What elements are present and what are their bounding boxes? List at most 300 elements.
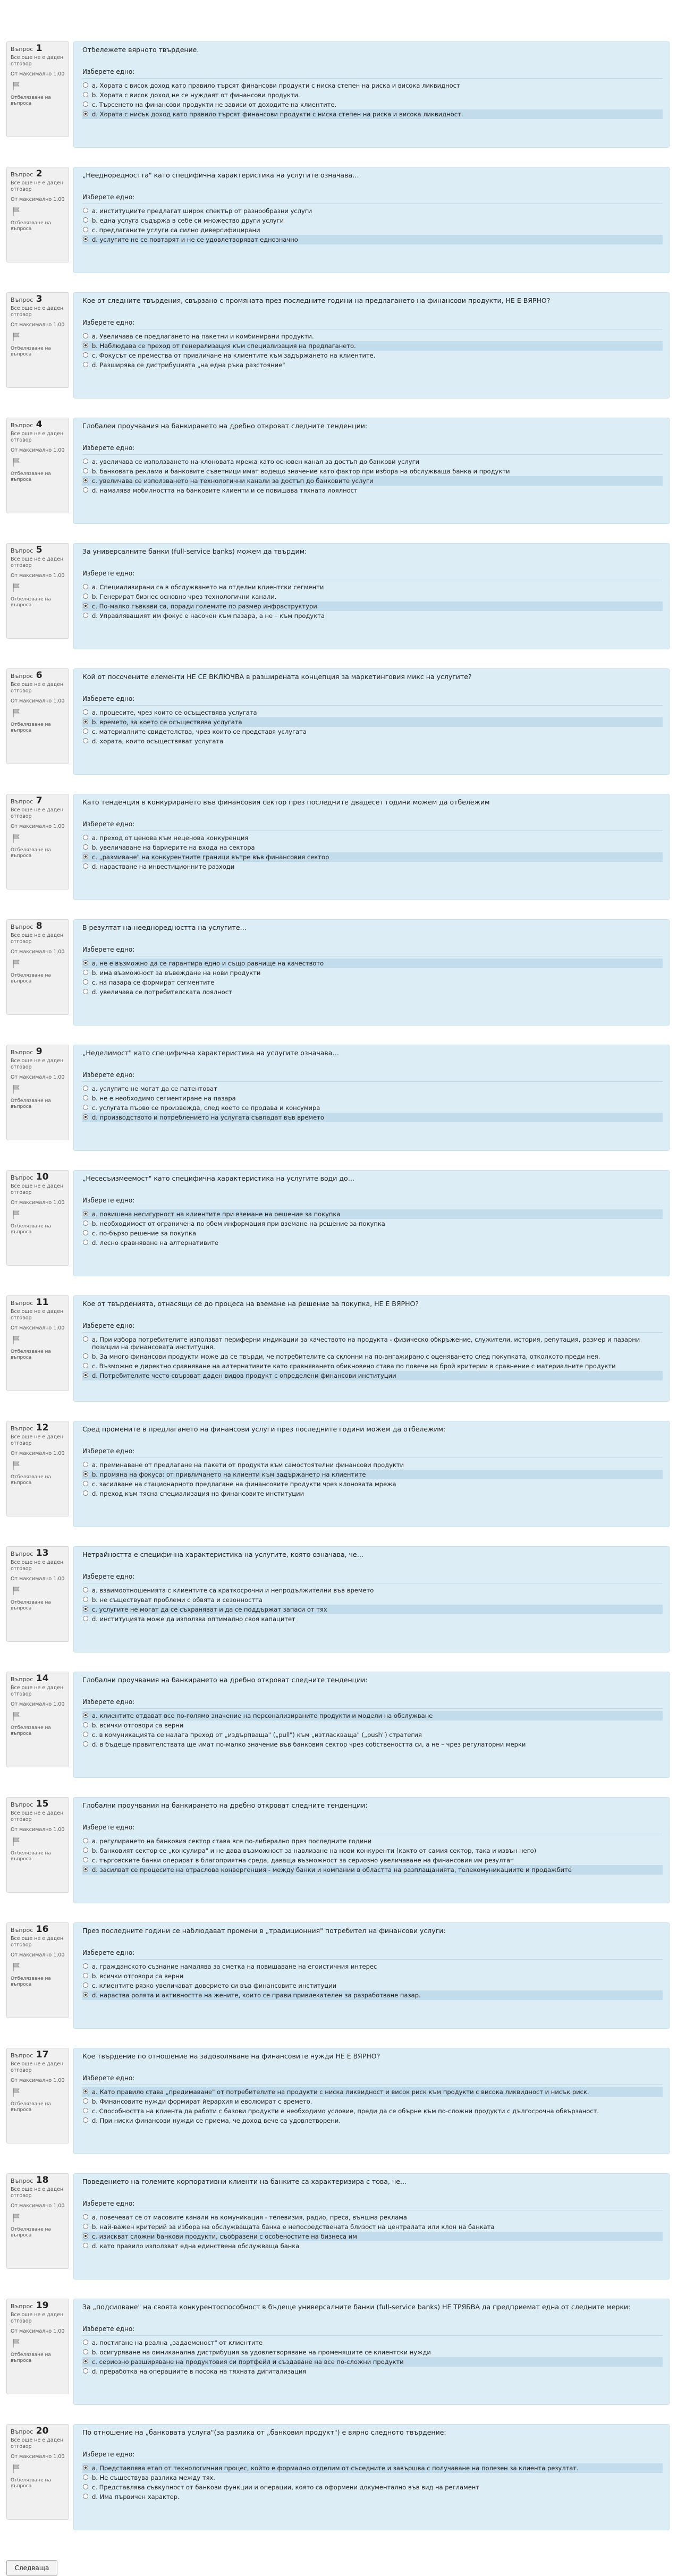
- question-content: [73, 2173, 670, 2280]
- radio-button[interactable]: [83, 82, 88, 88]
- answer-option-label[interactable]: d. преработка на операциите в посока на тяхната дигитализация: [92, 2368, 307, 2375]
- radio-button[interactable]: [83, 2349, 88, 2354]
- radio-button[interactable]: [83, 728, 88, 734]
- radio-button[interactable]: [83, 1105, 88, 1110]
- radio-button[interactable]: [83, 362, 88, 367]
- answer-option[interactable]: [82, 1470, 663, 1479]
- answer-option-label[interactable]: b. времето, за което се осъществява услугата: [92, 718, 242, 726]
- radio-button[interactable]: [83, 709, 88, 715]
- answer-option[interactable]: [82, 2222, 663, 2232]
- answer-option-label[interactable]: b. Не съществува разлика между тях.: [92, 2474, 215, 2481]
- answer-option[interactable]: [82, 225, 663, 235]
- answer-options: [82, 2461, 663, 2502]
- answer-option-label[interactable]: c. предлаганите услуги са силно диверсифицирани: [92, 226, 260, 234]
- answer-option-label[interactable]: b. банковата реклама и банковите съветници имат водещо значение като фактор при избора на обслужваща банка и продукти: [92, 468, 510, 475]
- radio-button[interactable]: [83, 1963, 88, 1969]
- answer-option-label[interactable]: b. увеличаване на бариерите на входа на сектора: [92, 844, 255, 851]
- radio-button[interactable]: [83, 1230, 88, 1235]
- question-info: [6, 2424, 69, 2520]
- answer-option-label[interactable]: c. Търсенето на финансови продукти не зависи от доходите на клиентите.: [92, 101, 337, 108]
- answer-prompt: Изберете едно:: [82, 2325, 135, 2333]
- radio-button[interactable]: [83, 2368, 88, 2374]
- radio-button[interactable]: [83, 1982, 88, 1988]
- answer-option[interactable]: [82, 1113, 663, 1122]
- flag-question-link[interactable]: Отбелязване на въпроса: [11, 2102, 51, 2113]
- answer-option-label[interactable]: b. необходимост от ограничена по обем информация при вземане на решение за покупка: [92, 1220, 385, 1227]
- answer-option[interactable]: [82, 457, 663, 467]
- flag-icon[interactable]: [12, 332, 65, 344]
- flag-question-link[interactable]: Отбелязване на въпроса: [11, 95, 51, 106]
- radio-button[interactable]: [83, 459, 88, 464]
- flag-icon[interactable]: [12, 1084, 65, 1096]
- answer-option-label[interactable]: d. като правило използват една единствена обслужваща банка: [92, 2242, 300, 2250]
- answer-option[interactable]: [82, 611, 663, 621]
- radio-button[interactable]: [83, 1363, 88, 1368]
- radio-button[interactable]: [83, 1471, 88, 1477]
- answer-option[interactable]: [82, 833, 663, 843]
- answer-option[interactable]: [82, 2087, 663, 2097]
- answer-option-label[interactable]: d. хората, които осъществяват услугата: [92, 738, 224, 745]
- radio-button[interactable]: [83, 719, 88, 724]
- answer-option-label[interactable]: a. взаимоотношенията с клиентите са краткосрочни и непродължителни във времето: [92, 1587, 374, 1594]
- answer-option[interactable]: [82, 2367, 663, 2376]
- question-block-2: [6, 167, 671, 278]
- answer-option-label[interactable]: d. лесно сравняване на алтернативите: [92, 1239, 218, 1247]
- radio-button[interactable]: [83, 1490, 88, 1496]
- answer-option-label[interactable]: a. Специализирани са в обслужването на отделни клиентски сегменти: [92, 583, 324, 591]
- flag-icon[interactable]: [12, 1711, 65, 1723]
- answer-option[interactable]: [82, 1971, 663, 1981]
- answer-option[interactable]: [82, 852, 663, 862]
- radio-button[interactable]: [83, 92, 88, 97]
- answer-option-label[interactable]: c. материалните свидетелства, чрез които се представя услугата: [92, 728, 307, 735]
- radio-button[interactable]: [83, 1086, 88, 1091]
- flag-question-link[interactable]: Отбелязване на въпроса: [11, 1851, 51, 1862]
- answer-option[interactable]: [82, 1962, 663, 1971]
- answer-option[interactable]: [82, 2473, 663, 2482]
- flag-icon[interactable]: [12, 1586, 65, 1598]
- answer-option-label[interactable]: a. не е възможно да се гарантира едно и също равнище на качеството: [92, 960, 324, 967]
- flag-question-link[interactable]: Отбелязване на въпроса: [11, 221, 51, 232]
- answer-option[interactable]: [82, 978, 663, 987]
- answer-option[interactable]: [82, 2232, 663, 2241]
- answer-option[interactable]: [82, 1094, 663, 1103]
- answer-option-label[interactable]: c. засилване на стационарното предлагане на финансовите продукти чрез клоновата мрежа: [92, 1480, 396, 1488]
- radio-button[interactable]: [83, 594, 88, 599]
- answer-option-label[interactable]: a. регулирането на банковия сектор става все по-либерално през последните години: [92, 1837, 372, 1845]
- answer-option[interactable]: [82, 2116, 663, 2125]
- radio-button[interactable]: [83, 1095, 88, 1100]
- answer-option-label[interactable]: c. Фокусът се премества от привличане на клиентите към задържането на клиентите.: [92, 352, 376, 359]
- answer-option[interactable]: [82, 1836, 663, 1846]
- answer-option[interactable]: [82, 1219, 663, 1228]
- answer-option[interactable]: [82, 959, 663, 968]
- answer-option-label[interactable]: d. преход към тясна специализация на финансовите институции: [92, 1490, 304, 1497]
- answer-option-label[interactable]: d. институцията може да използва оптимално своя капацитет: [92, 1615, 295, 1623]
- answer-option-label[interactable]: c. услугата първо се произвежда, след което се продава и консумира: [92, 1104, 320, 1112]
- answer-option[interactable]: [82, 2463, 663, 2473]
- answer-option[interactable]: [82, 1238, 663, 1248]
- answer-option[interactable]: [82, 2241, 663, 2251]
- radio-button[interactable]: [83, 1713, 88, 1718]
- flag-question-link[interactable]: Отбелязване на въпроса: [11, 2478, 51, 2489]
- radio-button[interactable]: [83, 1481, 88, 1486]
- answer-option-label[interactable]: c. на пазара се формират сегментите: [92, 979, 215, 986]
- answer-option-label[interactable]: d. При ниски финансови нужди се приема, че доход вече са удовлетворени.: [92, 2117, 341, 2124]
- answer-option[interactable]: [82, 987, 663, 997]
- radio-button[interactable]: [83, 111, 88, 116]
- answer-prompt: Изберете едно:: [82, 1949, 135, 1956]
- answer-option[interactable]: [82, 2097, 663, 2106]
- flag-question-link[interactable]: Отбелязване на въпроса: [11, 848, 51, 859]
- flag-icon[interactable]: [12, 1210, 65, 1222]
- answer-option-label[interactable]: d. намалява мобилността на банковите клиенти и се повишава тяхната лоялност: [92, 487, 358, 494]
- answer-option-label[interactable]: c. изискват сложни банкови продукти, съобразени с особеностите на бизнеса им: [92, 2233, 357, 2240]
- radio-button[interactable]: [83, 2214, 88, 2219]
- answer-option-label[interactable]: a. услугите не могат да се патентоват: [92, 1085, 217, 1092]
- answer-option-label[interactable]: b. една услуга съдържа в себе си множество други услуги: [92, 217, 284, 224]
- answer-option[interactable]: [82, 360, 663, 370]
- answer-option-label[interactable]: a. При избора потребителите използват периферни индикации за качеството на продукта - физическо обкръжение, служители, история, репутация, размер и пазарни позиции на финансовата институция.: [92, 1336, 640, 1351]
- answer-option[interactable]: [82, 1084, 663, 1094]
- answer-option[interactable]: [82, 1352, 663, 1361]
- radio-button[interactable]: [83, 2465, 88, 2470]
- question-state: Все още не е даден отговор: [11, 1309, 64, 1321]
- answer-option[interactable]: [82, 862, 663, 871]
- answer-option[interactable]: [82, 1846, 663, 1855]
- answer-option-label[interactable]: a. Хората с висок доход като правило търсят финансови продукти с ниска степен на риска и висока ликвидност: [92, 82, 460, 89]
- answer-option-label[interactable]: a. гражданското съзнание намалява за сметка на повишаване на егоистичния интерес: [92, 1963, 377, 1970]
- answer-option[interactable]: [82, 708, 663, 717]
- answer-option-label[interactable]: d. Потребителите често свързват даден видов продукт с определени финансови институции: [92, 1372, 396, 1379]
- answer-option-label[interactable]: c. Представлява съвкупност от банкови функции и операции, която са оформени документално във вид на регламент: [92, 2484, 480, 2491]
- radio-button[interactable]: [83, 1606, 88, 1612]
- radio-button[interactable]: [83, 863, 88, 869]
- radio-button[interactable]: [83, 1597, 88, 1602]
- answer-option[interactable]: [82, 216, 663, 225]
- answer-option-label[interactable]: d. Има първичен характер.: [92, 2493, 180, 2501]
- flag-icon[interactable]: [12, 1962, 65, 1974]
- radio-button[interactable]: [83, 1722, 88, 1727]
- radio-button[interactable]: [83, 844, 88, 850]
- answer-option-label[interactable]: a. увеличава се използването на клоновата мрежа като основен канал за достъп до банкови услуги: [92, 458, 420, 465]
- answer-option[interactable]: [82, 1335, 663, 1352]
- answer-option[interactable]: [82, 2357, 663, 2367]
- answer-option-label[interactable]: a. процесите, чрез които се осъществява услугата: [92, 709, 257, 716]
- answer-option[interactable]: [82, 1614, 663, 1624]
- flag-icon[interactable]: [12, 2213, 65, 2225]
- radio-button[interactable]: [83, 613, 88, 618]
- answer-option[interactable]: [82, 601, 663, 611]
- answer-option-label[interactable]: a. преминаване от предлагане на пакети от продукти към самостоятелни финансови продукти: [92, 1461, 404, 1469]
- answer-option-label[interactable]: c. сериозно разширяване на продуктовия си портфейл и създаване на все по-сложни продукти: [92, 2358, 404, 2366]
- answer-option-label[interactable]: d. нараства ролята и активността на жените, които се прави привлекателен за разработване пазар.: [92, 1992, 421, 1999]
- radio-button[interactable]: [83, 217, 88, 223]
- answer-option-label[interactable]: b. не съществуват проблеми с обвята и сезонността: [92, 1596, 263, 1604]
- answer-option[interactable]: [82, 1586, 663, 1595]
- answer-option[interactable]: [82, 1740, 663, 1749]
- flag-icon[interactable]: [12, 1461, 65, 1472]
- answer-option[interactable]: [82, 486, 663, 495]
- radio-button[interactable]: [83, 2494, 88, 2499]
- flag-icon[interactable]: [12, 207, 65, 218]
- flag-question-link[interactable]: Отбелязване на въпроса: [11, 346, 51, 357]
- radio-button[interactable]: [83, 101, 88, 107]
- answer-option[interactable]: [82, 968, 663, 978]
- radio-button[interactable]: [83, 1240, 88, 1245]
- flag-question-link[interactable]: Отбелязване на въпроса: [11, 1349, 51, 1360]
- flag-question-link[interactable]: Отбелязване на въпроса: [11, 1224, 51, 1235]
- radio-button[interactable]: [83, 2089, 88, 2094]
- radio-button[interactable]: [83, 1741, 88, 1747]
- answer-option-label[interactable]: a. постигане на реална „задаеменост" от клиентите: [92, 2339, 263, 2346]
- answer-option-label[interactable]: b. най-важен критерий за избора на обслужващата банка е непосредствената близост на централата или клон на банката: [92, 2223, 495, 2231]
- answer-option[interactable]: [82, 1990, 663, 2000]
- radio-button[interactable]: [83, 970, 88, 975]
- radio-button[interactable]: [83, 236, 88, 242]
- answer-option-label[interactable]: c. по-бързо решение за покупка: [92, 1230, 196, 1237]
- radio-button[interactable]: [83, 1732, 88, 1737]
- answer-option[interactable]: [82, 100, 663, 109]
- answer-option-label[interactable]: b. не е необходимо сегментиране на пазара: [92, 1095, 236, 1102]
- radio-button[interactable]: [83, 2243, 88, 2248]
- flag-question-link[interactable]: Отбелязване на въпроса: [11, 973, 51, 984]
- radio-button[interactable]: [83, 333, 88, 338]
- answer-option-label[interactable]: d. производството и потреблението на услугата съвпадат във времето: [92, 1114, 324, 1121]
- radio-button[interactable]: [83, 2108, 88, 2113]
- question-state: Все още не е даден отговор: [11, 682, 64, 694]
- answer-option-label[interactable]: a. институциите предлагат широк спектър от разнообразни услуги: [92, 207, 312, 215]
- radio-button[interactable]: [83, 1857, 88, 1862]
- radio-button[interactable]: [83, 352, 88, 358]
- answer-option[interactable]: [82, 1479, 663, 1489]
- answer-option[interactable]: [82, 1711, 663, 1721]
- answer-option-label[interactable]: a. повечеват се от масовите канали на комуникация - телевизия, радио, преса, външна реклама: [92, 2214, 407, 2221]
- answer-option-label[interactable]: b. всички отговори са верни: [92, 1722, 184, 1729]
- flag-question-link[interactable]: Отбелязване на въпроса: [11, 1976, 51, 1987]
- answer-option-label[interactable]: b. Наблюдава се преход от генерализация към специализация на предлагането.: [92, 342, 356, 350]
- answer-option-label[interactable]: d. увеличава се потребителската лоялност: [92, 988, 232, 996]
- answer-option-label[interactable]: a. клиентите отдават все по-голямо значение на персонализираните продукти и модели на обслужване: [92, 1712, 433, 1719]
- radio-button[interactable]: [83, 1462, 88, 1467]
- radio-button[interactable]: [83, 2484, 88, 2489]
- radio-button[interactable]: [83, 343, 88, 348]
- answer-option[interactable]: [82, 1460, 663, 1470]
- answer-option-label[interactable]: b. За много финансови продукти може да се твърди, че потребителите са склонни на по-ангажирано с оценяването след покупката, отколкото преди нея.: [92, 1353, 600, 1360]
- radio-button[interactable]: [83, 1221, 88, 1226]
- answer-option[interactable]: [82, 476, 663, 486]
- answer-option[interactable]: [82, 2492, 663, 2502]
- radio-button[interactable]: [83, 603, 88, 608]
- question-content: [73, 2048, 670, 2154]
- radio-button[interactable]: [83, 2359, 88, 2364]
- answer-option-label[interactable]: d. в бъдеще правителствата ще имат по-малко значение във банковия сектор чрез собствеността си, а не – чрез регулаторни мерки: [92, 1741, 526, 1748]
- answer-option-label[interactable]: d. Разширява се дистрибуцията „на една ръка разстояние": [92, 361, 285, 369]
- answer-option-label[interactable]: c. увеличава се използването на технологични канали за достъп до банковите услуги: [92, 477, 374, 485]
- radio-button[interactable]: [83, 2233, 88, 2239]
- answer-option[interactable]: [82, 1371, 663, 1380]
- answer-option-label[interactable]: a. Като правило става „предимаване" от потребителите на продукти с ниска ликвидност и висок риск към продукти с висока ликвидност и нисък риск.: [92, 2088, 589, 2096]
- answer-option[interactable]: [82, 81, 663, 90]
- answer-option[interactable]: [82, 1981, 663, 1990]
- flag-question-link[interactable]: Отбелязване на въпроса: [11, 1098, 51, 1109]
- answer-option[interactable]: [82, 2338, 663, 2348]
- radio-button[interactable]: [83, 835, 88, 840]
- answer-option[interactable]: [82, 1209, 663, 1219]
- radio-button[interactable]: [83, 1353, 88, 1359]
- answer-option[interactable]: [82, 1721, 663, 1730]
- answer-option-label[interactable]: b. всички отговори са верни: [92, 1972, 184, 1980]
- radio-button[interactable]: [83, 2224, 88, 2229]
- radio-button[interactable]: [83, 1867, 88, 1872]
- radio-button[interactable]: [83, 1973, 88, 1978]
- radio-button[interactable]: [83, 1616, 88, 1621]
- question-number-value: 18: [36, 2175, 49, 2185]
- flag-question-link[interactable]: Отбелязване на въпроса: [11, 1725, 51, 1736]
- flag-question-link[interactable]: Отбелязване на въпроса: [11, 2227, 51, 2238]
- radio-button[interactable]: [83, 960, 88, 965]
- radio-button[interactable]: [83, 1838, 88, 1843]
- answer-option[interactable]: [82, 2213, 663, 2222]
- answer-option[interactable]: [82, 717, 663, 727]
- radio-button[interactable]: [83, 1848, 88, 1853]
- flag-icon[interactable]: [12, 2088, 65, 2099]
- answer-option-label[interactable]: d. Хората с нисък доход като правило търсят финансови продукти с ниска степен на риска и висока ликвидност.: [92, 111, 463, 118]
- answer-option-label[interactable]: a. Представлява етап от технологичния процес, който е формално отделим от съседните и завършва с получаване на полезен за клиента резултат.: [92, 2464, 579, 2472]
- answer-option-label[interactable]: b. Хората с висок доход не се нуждаят от финансови продукти.: [92, 91, 300, 99]
- radio-button[interactable]: [83, 2117, 88, 2123]
- answer-option-label[interactable]: b. банковият сектор се „консулира" и не дава възможност за навлизане на нови конкуренти (както от самия сектор, така и извън него): [92, 1847, 537, 1854]
- radio-button[interactable]: [83, 738, 88, 743]
- answer-option-label[interactable]: c. в комуникацията се налага преход от „издърпваща" („pull") към „изтласкваща" („push") стратегия: [92, 1731, 422, 1739]
- answer-option[interactable]: [82, 90, 663, 100]
- radio-button[interactable]: [83, 478, 88, 483]
- flag-icon[interactable]: [12, 834, 65, 845]
- answer-option[interactable]: [82, 1595, 663, 1605]
- answer-option[interactable]: [82, 351, 663, 360]
- flag-icon[interactable]: [12, 2464, 65, 2476]
- answer-option[interactable]: [82, 1228, 663, 1238]
- question-block-4: [6, 418, 671, 529]
- answer-option-label[interactable]: d. нарастване на инвестиционните разходи: [92, 863, 235, 870]
- radio-button[interactable]: [83, 989, 88, 994]
- flag-icon[interactable]: [12, 2338, 65, 2350]
- answer-option[interactable]: [82, 1855, 663, 1865]
- radio-button[interactable]: [83, 854, 88, 859]
- answer-option[interactable]: [82, 1489, 663, 1498]
- answer-option[interactable]: [82, 1605, 663, 1614]
- question-number: [11, 2428, 65, 2435]
- answer-option-label[interactable]: a. Увеличава се предлагането на пакетни и комбинирани продукти.: [92, 333, 314, 340]
- answer-option-label[interactable]: b. осигуряване на омниканална дистрибуция за удовлетворяване на променящите се клиентски нужди: [92, 2349, 431, 2356]
- flag-icon[interactable]: [12, 81, 65, 93]
- answer-option[interactable]: [82, 467, 663, 476]
- answer-option-label[interactable]: c. услугите не могат да се съхраняват и да се поддържат запаси от тях: [92, 1606, 327, 1613]
- flag-question-link[interactable]: Отбелязване на въпроса: [11, 2352, 51, 2363]
- question-content: [73, 1170, 670, 1276]
- radio-button[interactable]: [83, 584, 88, 589]
- radio-button[interactable]: [83, 1211, 88, 1216]
- answer-option-label[interactable]: a. повишена несигурност на клиентите при вземане на решение за покупка: [92, 1210, 341, 1218]
- question-number-value: 5: [36, 545, 43, 555]
- answer-option[interactable]: [82, 736, 663, 746]
- question-block-13: [6, 1546, 671, 1658]
- flag-question-link[interactable]: Отбелязване на въпроса: [11, 597, 51, 608]
- radio-button[interactable]: [83, 1114, 88, 1120]
- answer-option[interactable]: [82, 341, 663, 351]
- answer-option-label[interactable]: b. Финансовите нужди формират йерархия и еволюират с времето.: [92, 2098, 312, 2105]
- radio-button[interactable]: [83, 1587, 88, 1592]
- flag-icon[interactable]: [12, 959, 65, 971]
- answer-option[interactable]: [82, 109, 663, 119]
- answer-option-label[interactable]: b. промяна на фокуса: от привличането на клиенти към задържането на клиентите: [92, 1471, 366, 1478]
- radio-button[interactable]: [83, 468, 88, 473]
- radio-button[interactable]: [83, 227, 88, 232]
- flag-question-link[interactable]: Отбелязване на въпроса: [11, 722, 51, 733]
- next-page-button[interactable]: Следваща: [6, 2560, 57, 2576]
- answer-option-label[interactable]: d. засилват се процесите на отраслова конвергенция - между банки и компании в областта на разплащанията, телекомуникациите и продажбите: [92, 1866, 572, 1874]
- answer-option[interactable]: [82, 2348, 663, 2357]
- flag-icon[interactable]: [12, 583, 65, 595]
- flag-icon[interactable]: [12, 1335, 65, 1347]
- question-number: [11, 795, 65, 806]
- radio-button[interactable]: [83, 208, 88, 213]
- answer-option[interactable]: [82, 727, 663, 736]
- radio-button[interactable]: [83, 2340, 88, 2345]
- answer-option-label[interactable]: c. „размиване" на конкурентните граници вътре във финансовия сектор: [92, 853, 329, 861]
- answer-option-label[interactable]: c. клиентите рязко увеличават доверието си във финансовите институции: [92, 1982, 337, 1989]
- question-number-value: 9: [36, 1046, 43, 1057]
- radio-button[interactable]: [83, 487, 88, 493]
- answer-option-label[interactable]: c. Възможно е директно сравняване на алтернативите като сравняването обикновено става по повече на брой критерии в сравнение с материалните продукти: [92, 1362, 616, 1370]
- radio-button[interactable]: [83, 1992, 88, 1997]
- answer-option[interactable]: [82, 1865, 663, 1875]
- radio-button[interactable]: [83, 979, 88, 985]
- radio-button[interactable]: [83, 1372, 88, 1378]
- answer-option-label[interactable]: b. Генерират бизнес основно чрез технологични канали.: [92, 593, 277, 600]
- answer-option[interactable]: [82, 1730, 663, 1740]
- question-content: [73, 668, 670, 775]
- answer-option-label[interactable]: d. Управляващият им фокус е насочен към пазара, а не – към продукта: [92, 612, 325, 620]
- answer-option[interactable]: [82, 592, 663, 601]
- answer-option-label[interactable]: b. има възможност за въвеждане на нови продукти: [92, 969, 261, 977]
- radio-button[interactable]: [83, 2475, 88, 2480]
- answer-option[interactable]: [82, 2482, 663, 2492]
- answer-option-label[interactable]: c. По-малко гъвкави са, поради големите по размер инфраструктури: [92, 603, 317, 610]
- answer-option[interactable]: [82, 843, 663, 852]
- answer-option-label[interactable]: c. търговските банки оперират в благоприятна среда, даваща възможност за сериозно увеличаване на финансовия им резултат: [92, 1857, 514, 1864]
- radio-button[interactable]: [83, 1336, 88, 1342]
- answer-option-label[interactable]: c. Способността на клиента да работи с базови продукти е необходимо условие, преди да се обърне към по-сложни продукти с дългосрочна обвързаност.: [92, 2107, 599, 2115]
- flag-icon[interactable]: [12, 457, 65, 469]
- answer-option[interactable]: [82, 1103, 663, 1113]
- answer-option[interactable]: [82, 332, 663, 341]
- question-state: Все още не е даден отговор: [11, 1183, 64, 1196]
- answer-option[interactable]: [82, 1361, 663, 1371]
- answer-option[interactable]: [82, 206, 663, 216]
- answer-option[interactable]: [82, 582, 663, 592]
- answer-option-label[interactable]: a. преход от ценова към неценова конкуренция: [92, 834, 249, 842]
- answer-option-label[interactable]: d. услугите не се повтарят и не се удовлетворяват еднозначно: [92, 236, 298, 243]
- flag-question-link[interactable]: Отбелязване на въпроса: [11, 1600, 51, 1611]
- radio-button[interactable]: [83, 2098, 88, 2104]
- flag-question-link[interactable]: Отбелязване на въпроса: [11, 471, 51, 482]
- flag-icon[interactable]: [12, 708, 65, 720]
- answer-option[interactable]: [82, 2106, 663, 2116]
- flag-question-link[interactable]: Отбелязване на въпроса: [11, 1475, 51, 1486]
- flag-icon[interactable]: [12, 1837, 65, 1849]
- answer-option[interactable]: [82, 235, 663, 244]
